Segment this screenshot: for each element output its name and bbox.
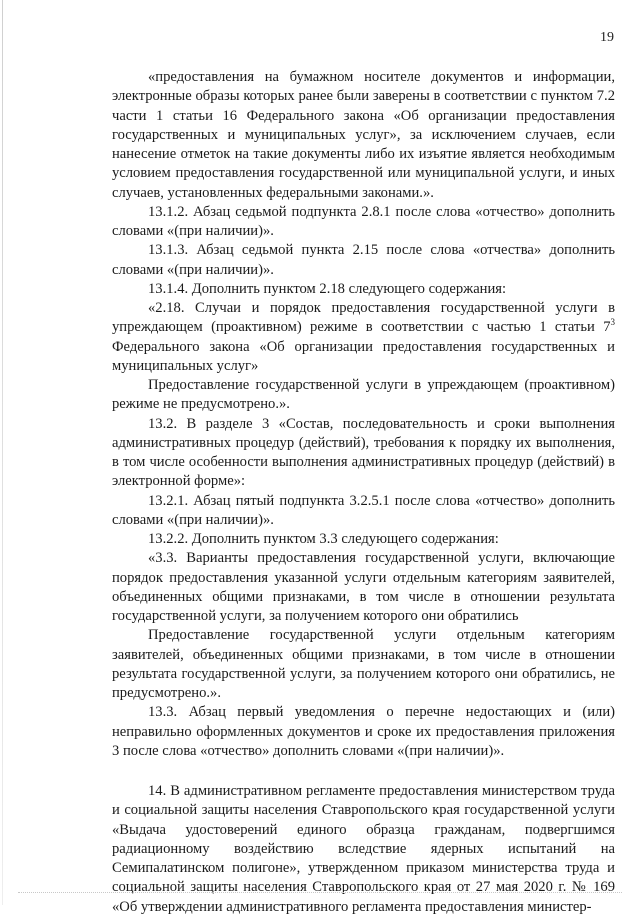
paragraph-13-1-3: 13.1.3. Абзац седьмой пункта 2.15 после слова «отчества» дополнить словами «(при наличии)». — [112, 242, 615, 278]
paragraph-2-18-text-a: «2.18. Случаи и порядок предоставления государственной услуги в упреждающем (проактивном) режиме в соответствии с частью 1 статьи 7 — [112, 300, 615, 336]
paragraph-13-2-2: 13.2.2. Дополнить пунктом 3.3 следующего содержания: — [148, 531, 499, 547]
paragraph-2-18-text-b: Федерального закона «Об организации предоставления государственных и муниципальных услуг» — [112, 338, 615, 374]
scan-artifact-line — [18, 892, 622, 894]
paragraph-14: 14. В административном регламенте предоставления министерством труда и социальной защиты населения Ставропольского края государственной услуги «Выдача удостоверений единого образца гражданам, подвергшимся радиационному воздействию вследствие ядерных испытаний на Семипалатинском полигоне», утвержденном приказом министерства труда и социальной защиты населения Ставропольского края от 27 мая 2020 г. № 169 «Об утверждении административного регламента предоставления министер- — [112, 783, 615, 915]
paragraph-proactive-not-provided: Предоставление государственной услуги в упреждающем (проактивном) режиме не предусмотрено.». — [112, 377, 615, 413]
superscript-3: 3 — [610, 317, 615, 328]
paragraph-13-2-1: 13.2.1. Абзац пятый подпункта 3.2.5.1 после слова «отчество» дополнить словами «(при наличии)». — [112, 492, 615, 528]
paragraph-13-1-2: 13.1.2. Абзац седьмой подпункта 2.8.1 после слова «отчество» дополнить словами «(при наличии)». — [112, 203, 615, 239]
paragraph-13-2: 13.2. В разделе 3 «Состав, последовательность и сроки выполнения административных процедур (действий), требования к порядку их выполнения, в том числе особенности выполнения административных процедур (действий) в электронной форме»: — [112, 415, 615, 490]
paragraph-2-18 — [112, 299, 615, 376]
paragraph-13-3: 13.3. Абзац первый уведомления о перечне недостающих и (или) неправильно оформленных документов и сроке их предоставления приложения 3 после слова «отчество» дополнить словами «(при наличии)». — [112, 704, 615, 759]
paragraph-3-3: «3.3. Варианты предоставления государственной услуги, включающие порядок предоставления указанной услуги отдельным категориям заявителей, объединенных общими признаками, в том числе в отношении результата государственной услуги, за получением которого они обратились — [112, 550, 615, 624]
paragraph-categories-not-provided: Предоставление государственной услуги отдельным категориям заявителей, объединенных общими признаками, в том числе в отношении результата государственной услуги, за получением которого они обратились, не предусмотрено.». — [112, 627, 615, 701]
document-body — [112, 68, 615, 917]
page-edge — [2, 0, 3, 905]
paragraph-continuation: «предоставления на бумажном носителе документов и информации, электронные образы которых ранее были заверены в соответствии с пунктом 7.2 части 1 статьи 16 Федерального закона «Об организации предоставления государственных и муниципальных услуг», за исключением случаев, если нанесение отметок на такие документы либо их изъятие является необходимым условием предоставления государственной или муниципальной услуги, и иных случаев, установленных федеральными законами.». — [112, 69, 615, 201]
page-number: 19 — [600, 30, 614, 45]
paragraph-13-1-4: 13.1.4. Дополнить пунктом 2.18 следующего содержания: — [148, 280, 507, 297]
